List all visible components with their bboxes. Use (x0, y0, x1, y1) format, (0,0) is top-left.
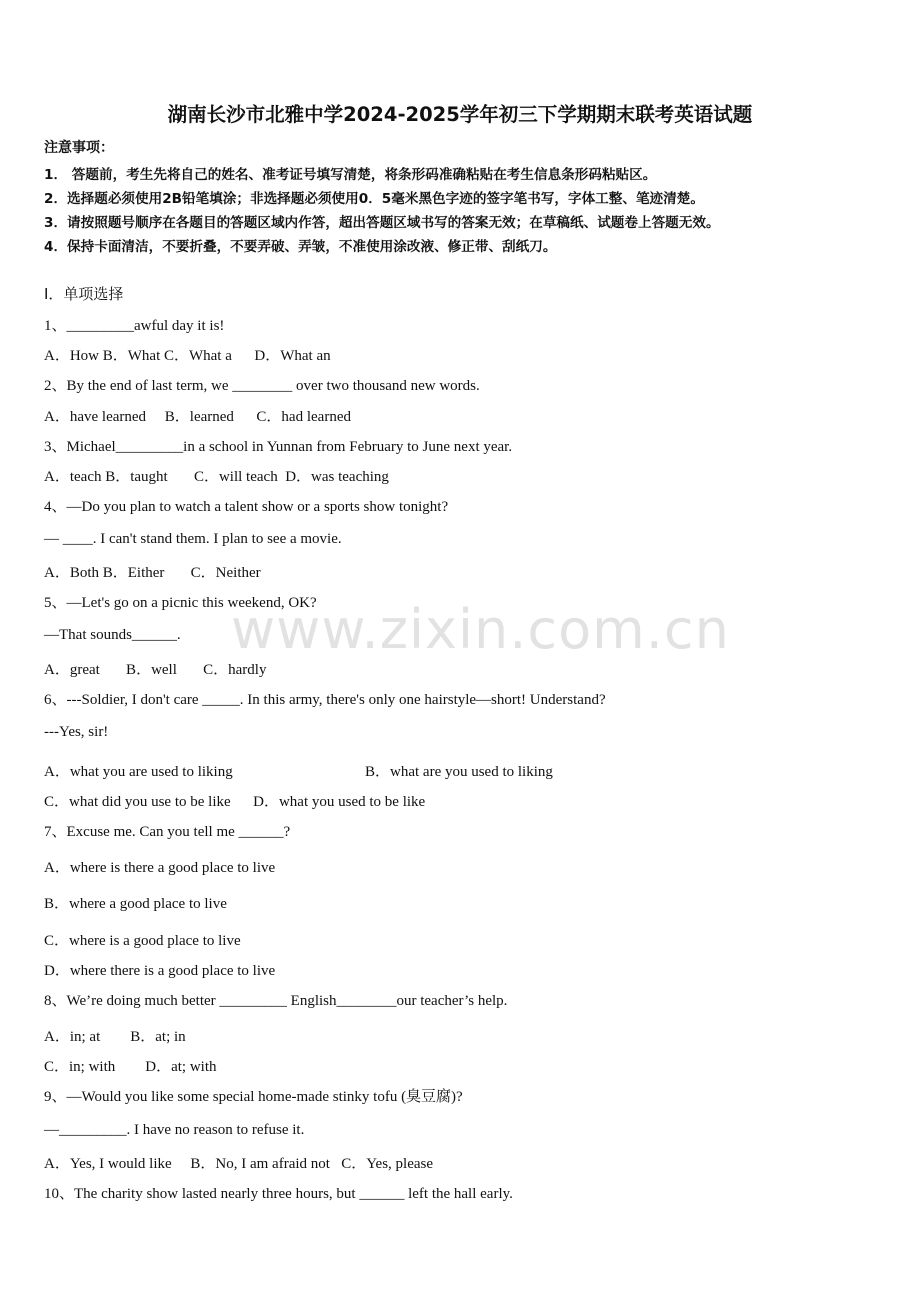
question-1-stem: 1、_________awful day it is! (44, 318, 225, 334)
question-1-options: A．How B．What C．What a D．What an (44, 348, 331, 364)
note-1: 1． 答题前，考生先将自己的姓名、准考证号填写清楚，将条形码准确粘贴在考生信息条形码粘贴区。 (44, 167, 657, 183)
question-8-options-cd: C．in; with D．at; with (44, 1059, 217, 1075)
question-6-stem: 6、---Soldier, I don't care _____. In this army, there's only one hairstyle—short! Understand? (44, 692, 606, 708)
question-4-reply: — ____. I can't stand them. I plan to see a movie. (44, 531, 342, 547)
question-8-options-ab: A．in; at B．at; in (44, 1029, 186, 1045)
question-10-stem: 10、The charity show lasted nearly three hours, but ______ left the hall early. (44, 1186, 513, 1202)
question-6-option-a: A．what you are used to liking (44, 764, 233, 780)
page-title: 湖南长沙市北雅中学2024-2025学年初三下学期期末联考英语试题 (167, 103, 753, 126)
question-9-options: A．Yes, I would like B．No, I am afraid not C．Yes, please (44, 1156, 434, 1172)
question-6-option-b: B．what are you used to liking (365, 764, 553, 780)
question-5-reply: —That sounds______. (44, 627, 181, 643)
question-3-options: A．teach B．taught C．will teach D．was teaching (44, 469, 389, 485)
watermark: www.zixin.com.cn (231, 598, 730, 661)
question-8-stem: 8、We’re doing much better _________ English________our teacher’s help. (44, 993, 508, 1009)
question-4-options: A．Both B．Either C．Neither (44, 565, 261, 581)
question-7-option-a: A．where is there a good place to live (44, 860, 276, 876)
question-9-stem: 9、—Would you like some special home-made stinky tofu (臭豆腐)? (44, 1089, 463, 1105)
section-title: Ⅰ．单项选择 (44, 285, 124, 303)
question-7-stem: 7、Excuse me. Can you tell me ______? (44, 824, 291, 840)
question-9-reply: —_________. I have no reason to refuse it. (44, 1122, 305, 1138)
note-4: 4．保持卡面清洁，不要折叠，不要弄破、弄皱，不准使用涂改液、修正带、刮纸刀。 (44, 239, 557, 255)
question-5-options: A．great B．well C．hardly (44, 662, 267, 678)
question-2-options: A．have learned B．learned C．had learned (44, 409, 351, 425)
question-5-stem: 5、—Let's go on a picnic this weekend, OK? (44, 595, 317, 611)
question-7-option-d: D．where there is a good place to live (44, 963, 276, 979)
question-6-reply: ---Yes, sir! (44, 724, 109, 740)
question-4-stem: 4、—Do you plan to watch a talent show or a sports show tonight? (44, 499, 449, 515)
question-3-stem: 3、Michael_________in a school in Yunnan from February to June next year. (44, 439, 513, 455)
question-2-stem: 2、By the end of last term, we ________ over two thousand new words. (44, 378, 480, 394)
question-6-options-cd: C．what did you use to be like D．what you used to be like (44, 794, 426, 810)
notes-heading: 注意事项： (44, 140, 114, 156)
note-3: 3．请按照题号顺序在各题目的答题区域内作答，超出答题区域书写的答案无效；在草稿纸、试题卷上答题无效。 (44, 215, 720, 231)
note-2: 2．选择题必须使用2B铅笔填涂；非选择题必须使用0．5毫米黑色字迹的签字笔书写，字体工整、笔迹清楚。 (44, 191, 704, 207)
question-7-option-b: B．where a good place to live (44, 896, 227, 912)
question-7-option-c: C．where is a good place to live (44, 933, 241, 949)
